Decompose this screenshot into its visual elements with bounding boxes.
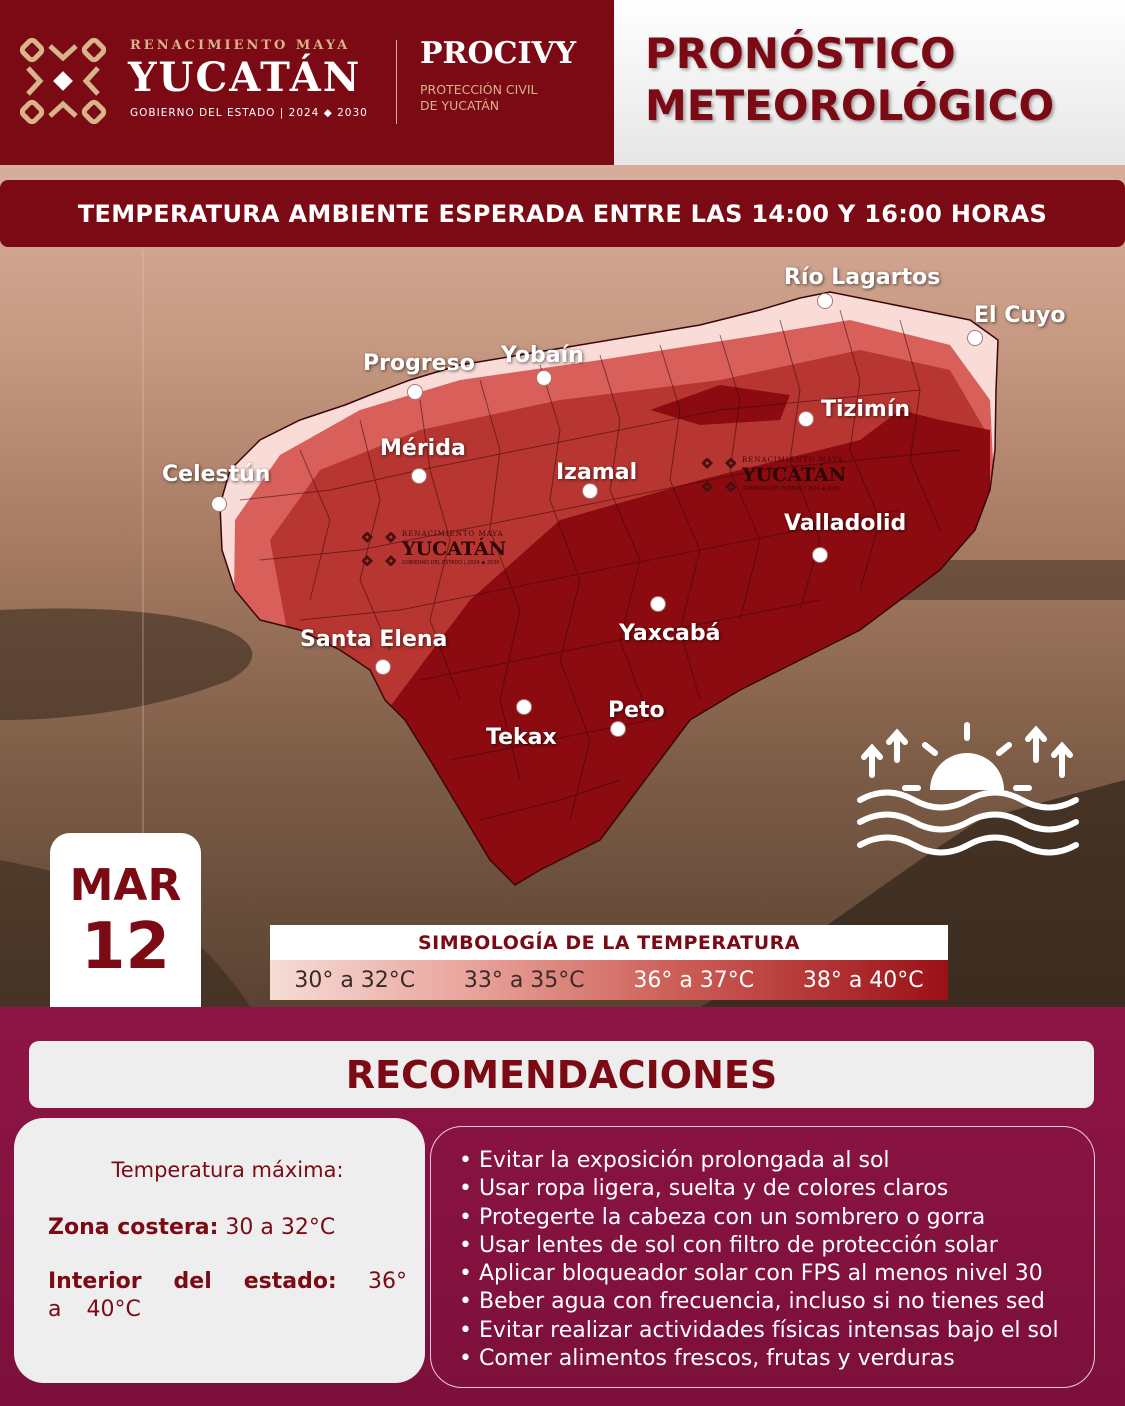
brand-tagline: RENACIMIENTO MAYA [130,38,351,53]
city-label-merida: Mérida [380,436,466,461]
legend-color-bar [270,960,948,1000]
interior-zone-value: 36° a 40°C [48,1269,407,1322]
watermark-logo-icon [702,458,736,492]
list-item: • Beber agua con frecuencia, incluso si no tienes sed [459,1289,1045,1315]
header [0,0,1125,165]
date-month: MAR [69,860,182,911]
city-marker-santa-elena [375,659,391,675]
watermark-name: YUCATÁN [402,538,507,560]
list-item: • Evitar la exposición prolongada al sol [459,1148,890,1173]
city-marker-valladolid [812,547,828,563]
watermark-subtitle: GOBIERNO DEL ESTADO | 2024 ◆ 2030 [402,560,500,566]
watermark-tagline: RENACIMIENTO MAYA [402,530,504,538]
legend-item-33-35: 33° a 35°C [463,967,585,993]
city-marker-izamal [582,483,598,499]
date-card [50,833,201,1007]
city-marker-el-cuyo [967,330,983,346]
city-marker-tizimin [798,411,814,427]
map-subtitle-banner: TEMPERATURA AMBIENTE ESPERADA ENTRE LAS 14:00 Y 16:00 HORAS [0,180,1125,247]
yucatan-logo-icon [20,38,106,124]
city-label-izamal: Izamal [556,460,638,485]
city-marker-celestun [211,496,227,512]
date-day: 12 [80,910,171,984]
list-item: • Evitar realizar actividades físicas intensas bajo el sol [459,1317,1059,1343]
city-label-yobain: Yobaín [501,343,584,368]
brand-subtitle: GOBIERNO DEL ESTADO | 2024 ◆ 2030 [130,107,368,119]
recommendations-list [430,1126,1095,1388]
city-label-tizimin: Tizimín [821,397,911,422]
agency-subtitle-line-1: PROTECCIÓN CIVIL [420,82,538,97]
page-title-line-2: METEOROLÓGICO [645,81,1055,130]
list-item: • Protegerte la cabeza con un sombrero o gorra [459,1204,986,1230]
city-marker-peto [610,721,626,737]
city-label-peto: Peto [608,698,665,723]
map-watermark-2 [702,456,847,496]
legend-item-30-32: 30° a 32°C [294,967,416,993]
city-label-rio-lagartos: Río Lagartos [784,265,941,290]
agency-subtitle [420,82,538,114]
city-label-valladolid: Valladolid [784,511,907,536]
city-label-santa-elena: Santa Elena [300,627,448,652]
watermark-tagline: RENACIMIENTO MAYA [742,456,844,464]
city-marker-yaxcaba [650,596,666,612]
city-label-tekax: Tekax [486,725,557,750]
page-title-line-1: PRONÓSTICO [645,29,956,78]
max-temperature-card [14,1118,425,1383]
watermark-logo-icon [362,532,396,566]
city-marker-merida [411,468,427,484]
page-title [645,28,1054,132]
interior-zone-row [48,1268,407,1324]
legend-item-36-37: 36° a 37°C [633,967,755,993]
recommendations-title: RECOMENDACIONES [29,1041,1094,1108]
city-marker-rio-lagartos [817,293,833,309]
city-label-yaxcaba: Yaxcabá [619,621,721,646]
header-brand-panel [0,0,614,165]
interior-zone-label: Interior del estado: [48,1269,337,1294]
map-watermark-1 [362,530,507,570]
city-label-celestun: Celestún [162,462,271,487]
coastal-zone-value: 30 a 32°C [218,1215,336,1240]
legend-title: SIMBOLOGÍA DE LA TEMPERATURA [270,925,948,960]
city-marker-yobain [536,370,552,386]
list-item: • Usar ropa ligera, suelta y de colores claros [459,1176,949,1202]
city-label-el-cuyo: El Cuyo [974,303,1066,328]
city-marker-tekax [516,699,532,715]
list-item: • Comer alimentos frescos, frutas y verduras [459,1346,955,1372]
city-marker-progreso [407,384,423,400]
watermark-subtitle: GOBIERNO DEL ESTADO | 2024 ◆ 2030 [742,486,840,492]
city-label-progreso: Progreso [363,351,475,376]
legend-item-38-40: 38° a 40°C [802,967,924,993]
list-item: • Usar lentes de sol con filtro de protección solar [459,1232,998,1258]
list-item: • Aplicar bloqueador solar con FPS al menos nivel 30 [459,1261,1043,1287]
agency-name: PROCIVY [420,36,577,71]
watermark-name: YUCATÁN [742,464,847,486]
agency-subtitle-line-2: DE YUCATÁN [420,98,500,113]
max-temperature-heading: Temperatura máxima: [111,1158,344,1182]
coastal-zone-row [48,1214,407,1242]
coastal-zone-label: Zona costera: [48,1215,219,1240]
temperature-legend [270,925,948,1002]
brand-name: YUCATÁN [128,54,362,101]
brand-divider [396,40,397,124]
temperature-zones [200,280,1020,900]
